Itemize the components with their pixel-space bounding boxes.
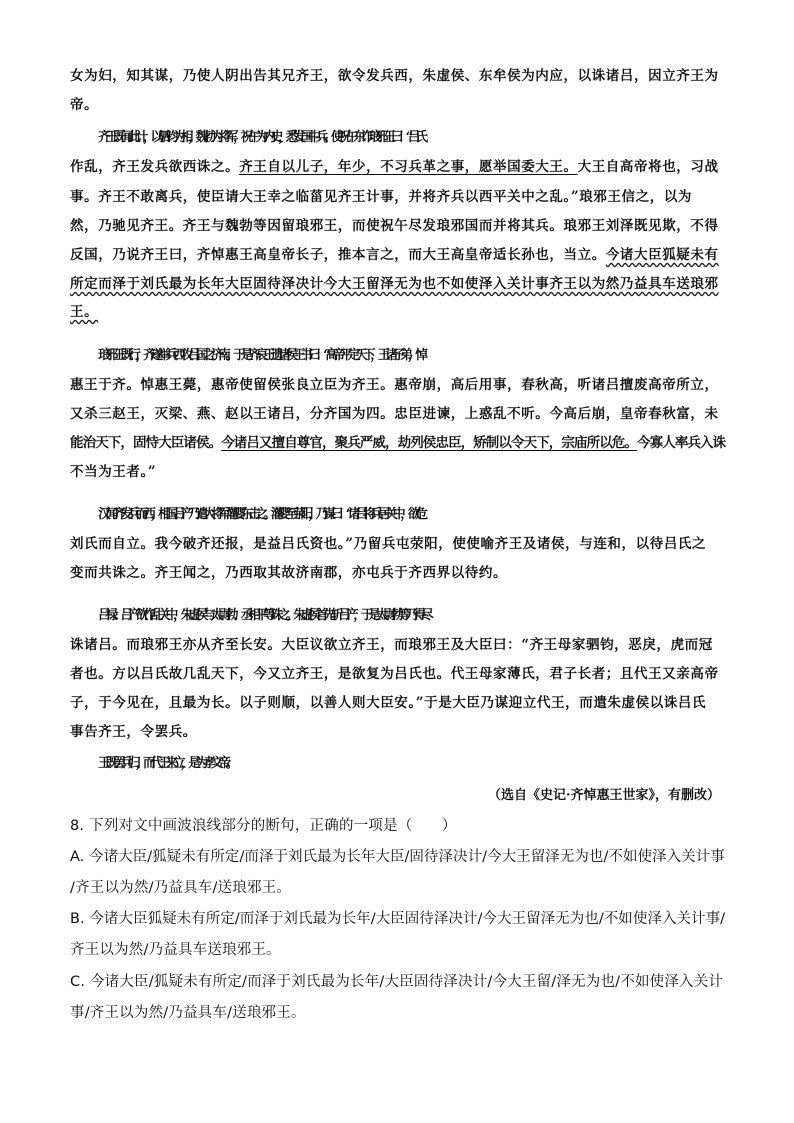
passage-line: 者也。方以吕氏故几乱天下，今又立齐王，是欲复为吕氏也。代王母家薄氏，君子长者；且代王又亲高帝: [70, 666, 719, 682]
passage-line: 又杀三赵王，灭梁、燕、赵以王诸吕，分齐国为四。忠臣进谏，上惑乱不听。今高后崩，皇帝春秋富，未: [70, 406, 719, 422]
passage-line: 琅邪王既行，齐遂举兵西攻吕国之济南。于是齐哀王遗诸侯王书曰：“高帝平定天下，王诸子弟，悼: [98, 348, 423, 363]
source-citation: （选自《史记·齐悼惠王世家》，有删改）: [487, 788, 720, 803]
underlined-sentence: 今诸吕又擅自尊官，聚兵严威，劫列侯忠臣，矫制以令天下，宗庙所以危。: [221, 435, 638, 451]
passage-text: 反国，乃说齐王曰，齐悼惠王高皇帝长子，推本言之，而大王高皇帝适长孙也，当立。: [70, 247, 606, 263]
wavy-underlined-text: 今诸大臣狐疑未有: [605, 247, 719, 263]
passage-line: 王既罢兵归，而代王来立，是为孝文帝。: [98, 756, 234, 771]
passage-text: 今寡人率兵入诛: [637, 435, 726, 451]
passage-text: 能治天下，固恃大臣诸侯。: [70, 435, 222, 451]
passage-line: 不当为王者。”: [70, 464, 157, 480]
option-c-continued: 事/齐王以为然/乃益具车/送琅邪王。: [70, 1005, 306, 1021]
underlined-sentence: 齐王自以儿子，年少，不习兵革之事，愿举国委大王。: [239, 159, 578, 175]
passage-line: 刘氏而自立。我今破齐还报，是益吕氏资也。”乃留兵屯荥阳，使使喻齐王及诸侯，与连和，以待吕氏之: [70, 536, 707, 552]
passage-text: 大王自高帝将也，习战: [577, 159, 719, 175]
wavy-underlined-text: 所定而泽于刘氏最为长年大臣固待泽决计今大王留泽无为也不如使泽入关计事齐王以为然乃益具车送琅邪: [70, 276, 719, 292]
passage-line: 齐王既闻此计，以驷钧为相，魏勃为将军，祝午为内史，悉发国中兵。使祝午东诈琅邪王曰：“吕氏: [98, 130, 423, 145]
question-stem: 8. 下列对文中画波浪线部分的断句，正确的一项是（ ）: [70, 818, 457, 834]
option-a: A. 今诸大臣/狐疑未有所定/而泽于刘氏最为长年大臣/固待泽决计/今大王留泽无为也/不如使泽入关计事: [70, 849, 725, 865]
passage-line: 帝。: [70, 97, 99, 113]
option-c: C. 今诸大臣/狐疑未有所定/而泽于刘氏最为长年/大臣固待泽决计/今大王留/泽无为也/不如使泽入关计: [70, 974, 724, 990]
passage-text: 作乱，齐王发兵欲西诛之。: [70, 159, 240, 175]
passage-line: 汉闻齐发兵而西，相国吕产乃遣大将军灌婴东击之。灌婴至荥阳，乃谋曰：“诸吕将兵居关中，欲危: [98, 507, 423, 522]
option-a-continued: /齐王以为然/乃益具车/送琅邪王。: [70, 880, 292, 896]
passage-line: [70, 157, 730, 177]
passage-line: 变而共诛之。齐王闻之，乃西取其故济南郡，亦屯兵于齐西界以待约。: [70, 565, 508, 581]
passage-line: 然，乃驰见齐王。齐王与魏勃等因留琅邪王，而使祝午尽发琅邪国而并将其兵。琅邪王刘泽既见欺，不得: [70, 218, 719, 234]
passage-line: 事。齐王不敢离兵，使臣请大王幸之临菑见齐王计事，并将齐兵以西平关中之乱。”琅邪王信之，以为: [70, 189, 693, 205]
passage-line: 事告齐王，令罢兵。: [70, 724, 197, 740]
passage-line: 女为妇，知其谋，乃使人阴出告其兄齐王，欲令发兵西，朱虚侯、东牟侯为内应，以诛诸吕，因立齐王为: [70, 68, 719, 84]
passage-line: 诛诸吕。而琅邪王亦从齐至长安。大臣议欲立齐王，而琅邪王及大臣曰：“齐王母家驷钧，恶戾，虎而冠: [70, 637, 713, 653]
option-b: B. 今诸大臣狐疑未有所定/而泽于刘氏最为长年/大臣固待泽决计/今大王留泽无为也/不如使泽入关计事/: [70, 911, 726, 927]
passage-line: 惠王于齐。悼惠王薨，惠帝使留侯张良立臣为齐王。惠帝崩，高后用事，春秋高，听诸吕擅废高帝所立，: [70, 377, 719, 393]
passage-line: 子，于今见在，且最为长。以子则顺，以善人则大臣安。”于是大臣乃谋迎立代王，而遣朱虚侯以诛吕氏: [70, 695, 707, 711]
passage-line: [70, 433, 730, 453]
passage-line: 吕禄、吕产欲作乱关中，朱虚侯与太尉勃、丞相平等诛之。朱虚侯首先斩吕产，于是太尉勃等乃得尽: [98, 608, 429, 623]
wavy-underlined-text: 王。: [70, 304, 99, 320]
passage-line: [70, 274, 730, 294]
passage-line: [70, 302, 730, 322]
option-b-continued: 齐王以为然/乃益具车送琅邪王。: [70, 942, 281, 958]
passage-line: [70, 245, 730, 265]
